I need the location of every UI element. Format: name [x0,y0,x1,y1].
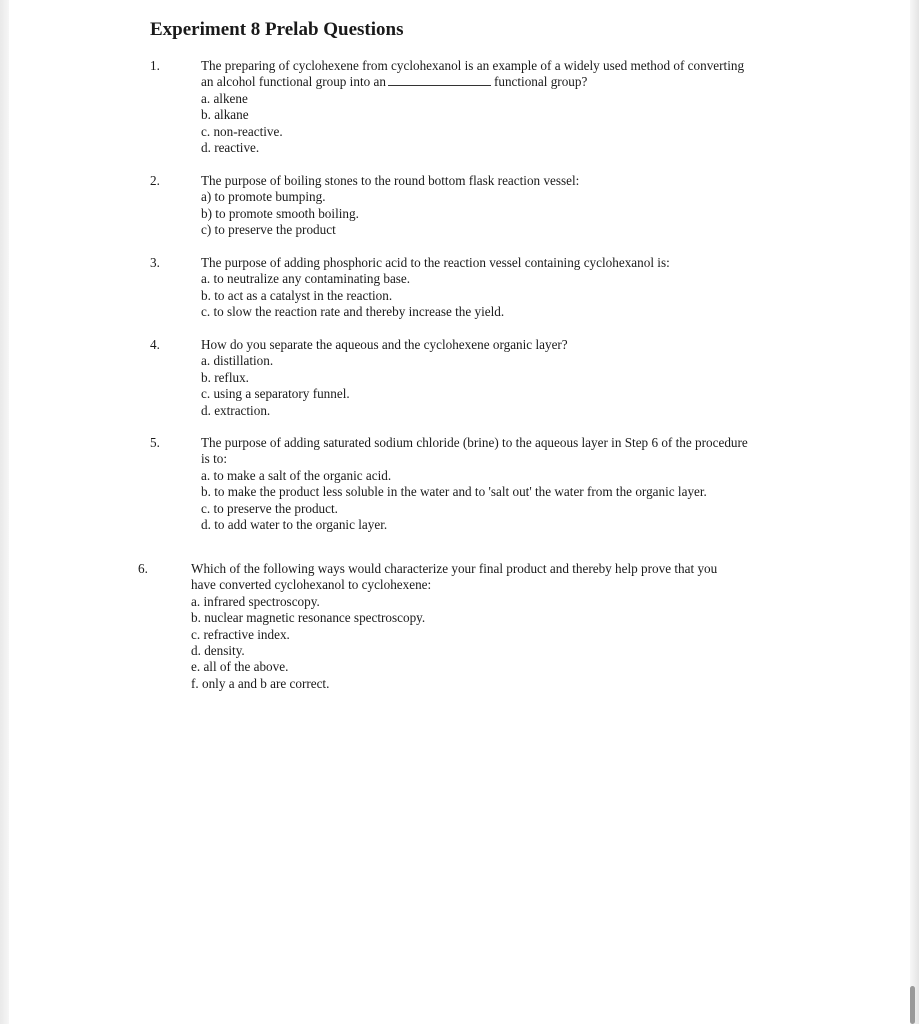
answer-option: c. to preserve the product. [201,500,338,516]
question-number: 3. [150,255,160,270]
answer-option: b. nuclear magnetic resonance spectroscopy. [191,610,426,626]
answer-option: b. to make the product less soluble in the water and to 'salt out' the water from the organic layer. [201,484,707,500]
question-stem: Which of the following ways would characterize your final product and thereby help prove that you [191,561,718,576]
question-stem: The purpose of adding phosphoric acid to the reaction vessel containing cyclohexanol is: [201,255,670,270]
question-stem: The purpose of adding saturated sodium chloride (brine) to the aqueous layer in Step 6 of the procedure [201,435,748,450]
question-body [201,337,568,419]
question-number: 6. [138,561,148,576]
question-body [201,58,744,156]
question-number: 5. [150,435,160,450]
question-stem: How do you separate the aqueous and the cyclohexene organic layer? [201,337,568,352]
answer-option: c. to slow the reaction rate and thereby increase the yield. [201,304,505,320]
answer-option: c) to preserve the product [201,222,336,238]
question-body [191,561,717,692]
answer-option: a. to neutralize any contaminating base. [201,271,411,287]
answer-option: d. reactive. [201,140,260,156]
document-page [9,0,910,1024]
answer-option: a. alkene [201,90,248,106]
question-stem-continued [201,74,744,90]
question-number: 4. [150,337,160,352]
question-stem: The preparing of cyclohexene from cyclohexanol is an example of a widely used method of converting [201,58,745,73]
answer-option: d. to add water to the organic layer. [201,517,388,533]
answer-option: d. density. [191,643,245,659]
question-number: 1. [150,58,160,73]
answer-option: c. refractive index. [191,626,290,642]
answer-option: a. infrared spectroscopy. [191,593,320,609]
answer-option: b. alkane [201,107,249,123]
question-body [201,173,579,239]
answer-option: c. non-reactive. [201,123,283,139]
answer-blank [388,75,491,86]
viewer-margin-right [910,0,919,1024]
answer-option: a) to promote bumping. [201,189,326,205]
question-body [201,435,748,533]
question-number: 2. [150,173,160,188]
answer-option: e. all of the above. [191,659,289,675]
page-title: Experiment 8 Prelab Questions [150,19,404,40]
question-stem-continued: have converted cyclohexanol to cyclohexene: [191,577,432,593]
answer-option: b) to promote smooth boiling. [201,205,359,221]
answer-option: f. only a and b are correct. [191,675,330,691]
question-stem-continued: is to: [201,451,228,467]
answer-option: c. using a separatory funnel. [201,386,350,402]
question-body [201,255,670,321]
answer-option: b. reflux. [201,369,249,385]
answer-option: a. distillation. [201,353,274,369]
viewer-margin-left [0,0,9,1024]
stem-after-blank: functional group? [493,74,588,90]
vertical-scrollbar-thumb[interactable] [910,986,915,1024]
question-stem: The purpose of boiling stones to the round bottom flask reaction vessel: [201,173,580,188]
answer-option: b. to act as a catalyst in the reaction. [201,287,393,303]
answer-option: d. extraction. [201,402,271,418]
stem-before-blank: an alcohol functional group into an [201,74,386,90]
answer-option: a. to make a salt of the organic acid. [201,467,392,483]
